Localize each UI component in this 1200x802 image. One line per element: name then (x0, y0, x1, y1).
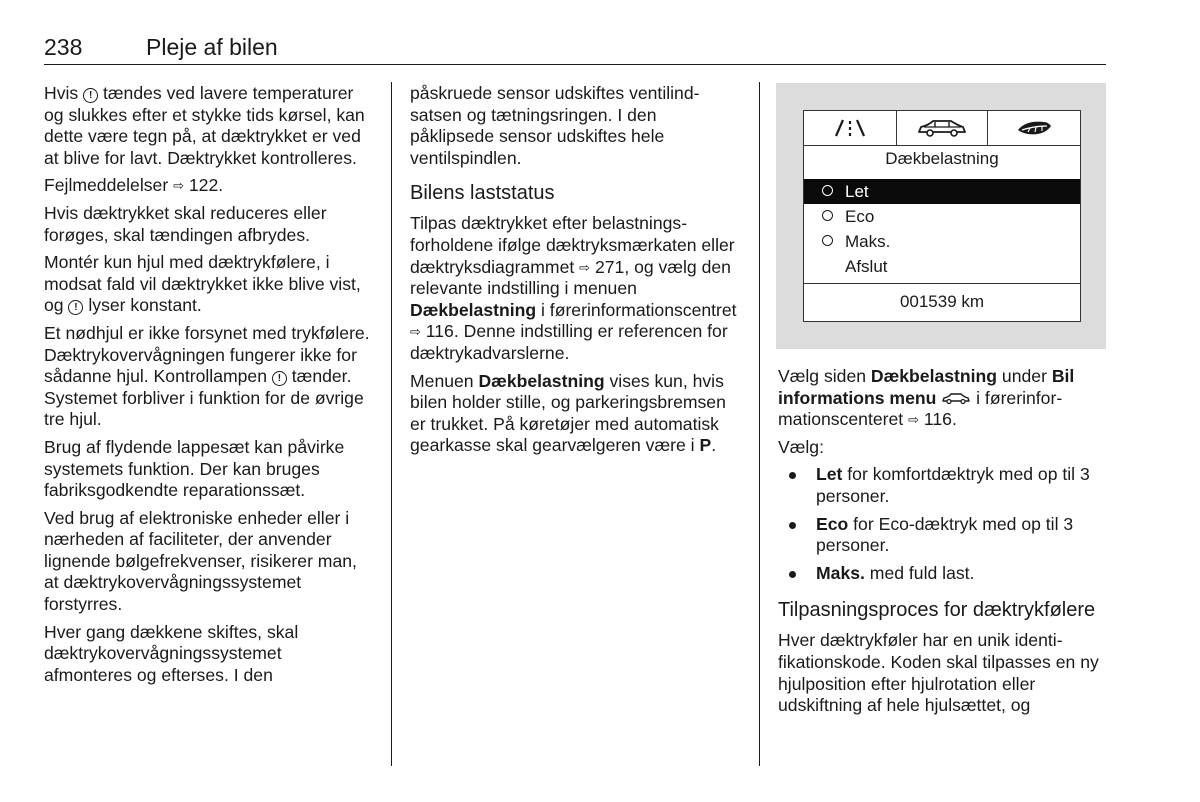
menu-option-eco[interactable]: Eco (804, 204, 1080, 229)
page-reference[interactable]: 116 (923, 409, 952, 430)
column-1 (44, 83, 374, 692)
page-reference-arrow-icon: ⇨ (410, 324, 421, 340)
page-reference[interactable]: 122 (188, 175, 219, 196)
paragraph: Vælg: (778, 436, 824, 457)
page-reference[interactable]: 116 (425, 321, 454, 342)
section-heading: Bilens laststatus (410, 182, 555, 205)
display-menu-title: Dækbelastning (885, 149, 999, 168)
paragraph: Vælg siden Dækbelastning under Bil informations menu i førerinformationscenteret ⇨ 116. (778, 366, 1075, 430)
list-item: Eco for Eco-dæktryk med op til 3 personer. (778, 514, 1108, 557)
radio-icon (822, 185, 833, 196)
paragraph: Hver gang dækkene skiftes, skal dæktrykovervågningssystemet afmonteres og efterses. I den (44, 621, 299, 685)
column-divider-1 (391, 82, 392, 766)
page-reference-arrow-icon: ⇨ (908, 412, 919, 428)
tire-pressure-warning-icon: ! (272, 371, 287, 386)
tab-road-info[interactable] (804, 111, 896, 145)
radio-icon (822, 210, 833, 221)
tire-pressure-warning-icon: ! (68, 300, 83, 315)
menu-option-afslut[interactable]: Afslut (845, 257, 888, 276)
paragraph: Tilpas dæktrykket efter belastningsforholdene ifølge dæktryksmærkaten eller dæktryksdiagrammet ⇨ 271, og vælg den relevante indstilling i menuen Dækbelastning i førerinformationscentret ⇨ 116. Denne indstilling er referencen for dæktrykadvarslerne. (410, 213, 737, 363)
section-heading: Tilpasningsproces for dæktrykfølere (778, 599, 1096, 622)
menu-option-let[interactable]: Let (804, 179, 1080, 204)
paragraph: Menuen Dækbelastning vises kun, hvis bilen holder stille, og parkeringsbremsen er trukket. På køretøjer med automatisk gearkasse skal gearvælgeren være i P. (410, 370, 726, 456)
display-illustration (776, 83, 1106, 349)
page-reference-arrow-icon: ⇨ (173, 178, 184, 194)
odometer-readout: 001539 km (804, 283, 1080, 321)
tab-vehicle-info[interactable] (896, 111, 988, 145)
car-icon (915, 117, 969, 139)
bullet-list (778, 464, 1108, 584)
road-icon (832, 118, 868, 138)
column-2 (410, 83, 740, 463)
leaf-icon (1014, 118, 1054, 138)
page-reference-arrow-icon: ⇨ (579, 259, 591, 275)
paragraph: påskruede sensor udskiftes ventilindsatsen og tætningsringen. I den påklipsede sensor udskiftes hele ventilspindlen. (410, 83, 700, 168)
list-item: Maks. med fuld last. (778, 563, 1108, 585)
paragraph: Montér kun hjul med dæktrykfølere, i modsat fald vil dæktrykket ikke blive vist, og ! lyser konstant. (44, 252, 361, 316)
paragraph: Hver dæktrykføler har en unik identifikationskode. Koden skal tilpasses en ny hjulposition efter hjulrotation eller udskiftning af hele hjulsættet, og (778, 630, 1099, 716)
car-icon (941, 392, 971, 405)
page-number: 238 (44, 34, 83, 60)
info-display-screen (803, 110, 1081, 322)
page-title: Pleje af bilen (146, 34, 278, 60)
radio-icon (822, 235, 833, 246)
paragraph: Fejlmeddelelser ⇨ 122. (44, 175, 224, 196)
tab-eco-info[interactable] (988, 111, 1080, 145)
paragraph: Brug af flydende lappesæt kan påvirke systemets funktion. Der kan bruges fabriksgodkendte reparationssæt. (44, 436, 345, 501)
header-rule (44, 64, 1106, 65)
column-divider-2 (759, 82, 760, 766)
display-tabs (804, 111, 1080, 146)
page-header (44, 34, 1106, 64)
menu-option-maks[interactable]: Maks. (804, 229, 1080, 254)
list-item: Let for komfortdæktryk med op til 3 personer. (778, 464, 1108, 507)
paragraph: Hvis ! tændes ved lavere temperaturer og slukkes efter et stykke tids kørsel, kan dette være tegn på, at dæktrykket er ved at blive for lavt. Dæktrykket kontrolleres. (44, 83, 365, 168)
paragraph: Hvis dæktrykket skal reduceres eller forøges, skal tændingen afbrydes. (44, 202, 327, 245)
tire-pressure-warning-icon: ! (83, 88, 98, 103)
paragraph: Et nødhjul er ikke forsynet med trykfølere. Dæktrykovervågningen fungerer ikke for sådanne hjul. Kontrollampen ! tænder. Systemet forbliver i funktion for de øvrige tre hjul. (44, 322, 370, 430)
page-reference[interactable]: 271 (594, 256, 625, 277)
paragraph: Ved brug af elektroniske enheder eller i nærheden af faciliteter, der anvender lignende bølgefrekvenser, risikerer man, at dæktrykovervågningssystemet forstyrres. (44, 507, 357, 615)
column-3 (778, 366, 1108, 723)
